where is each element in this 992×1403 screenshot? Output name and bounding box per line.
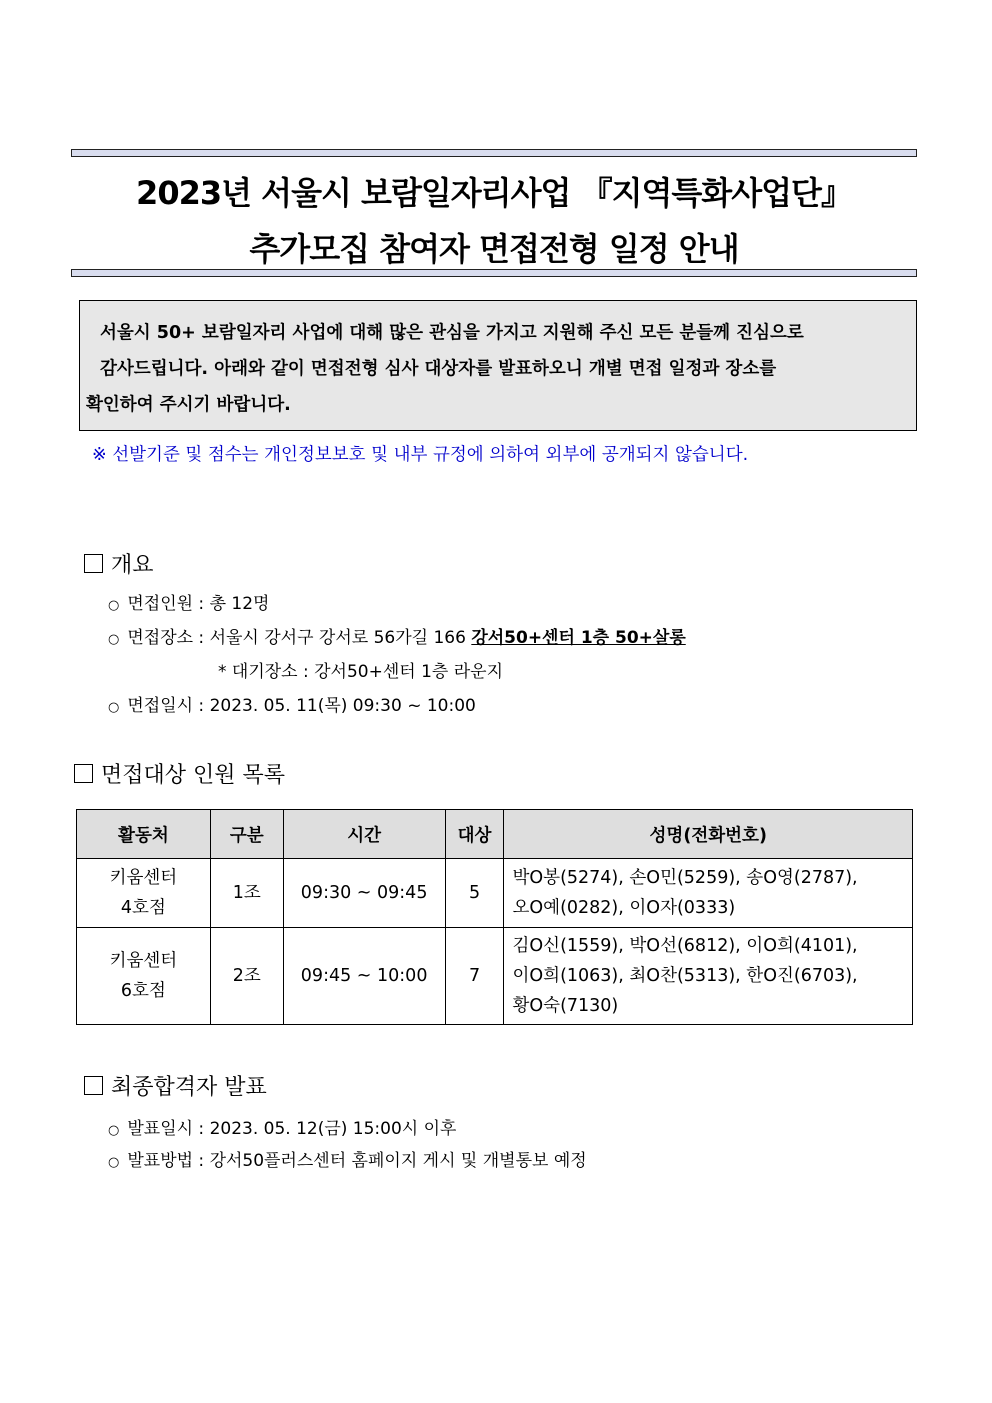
intro-line2: 감사드립니다. 아래와 같이 면접전형 심사 대상자를 발표하오니 개별 면접 일정과 장소를 — [100, 359, 777, 379]
section-roster-title: 면접대상 인원 목록 — [101, 763, 286, 788]
waiting-place: * 대기장소 : 강서50+센터 1층 라운지 — [218, 662, 504, 682]
table-row — [77, 928, 913, 1025]
cell-count: 5 — [445, 859, 504, 928]
col-header-time: 시간 — [283, 810, 445, 859]
cell-time: 09:45 ~ 10:00 — [283, 928, 445, 1025]
col-header-place: 활동처 — [77, 810, 211, 859]
roster-table — [76, 809, 913, 1025]
announcement-date-text: 발표일시 : 2023. 05. 12(금) 15:00시 이후 — [127, 1119, 457, 1139]
announcement-date — [108, 1114, 456, 1139]
section-overview-title: 개요 — [111, 553, 154, 578]
col-header-count: 대상 — [445, 810, 504, 859]
cell-names-line2: 오O예(0282), 이O자(0333) — [512, 898, 736, 918]
cell-names-line3: 황O숙(7130) — [512, 996, 619, 1016]
cell-group: 1조 — [210, 859, 283, 928]
cell-place-line2: 4호점 — [120, 898, 166, 918]
interview-count-text: 면접인원 : 총 12명 — [127, 594, 270, 614]
page-title-line2: 추가모집 참여자 면접전형 일정 안내 — [249, 230, 739, 268]
checkbox-square-icon — [84, 1076, 103, 1095]
bullet-circle-icon: ○ — [108, 1123, 120, 1138]
section-roster-heading — [74, 758, 285, 789]
bullet-circle-icon: ○ — [108, 700, 120, 715]
cell-group: 2조 — [210, 928, 283, 1025]
interview-date-text: 면접일시 : 2023. 05. 11(목) 09:30 ~ 10:00 — [127, 696, 476, 716]
bullet-circle-icon: ○ — [108, 1155, 120, 1170]
interview-place-emphasis: 강서50+센터 1층 50+살롱 — [471, 628, 686, 648]
cell-count: 7 — [445, 928, 504, 1025]
cell-place — [77, 928, 211, 1025]
cell-names — [504, 859, 913, 928]
cell-names-line2: 이O희(1063), 최O찬(5313), 한O진(6703), — [512, 966, 858, 986]
cell-names-line1: 박O봉(5274), 손O민(5259), 송O영(2787), — [512, 868, 858, 888]
title-top-rule — [71, 149, 917, 157]
checkbox-square-icon — [74, 764, 93, 783]
table-header-row — [77, 810, 913, 859]
interview-count — [108, 589, 269, 614]
cell-place-line1: 키움센터 — [109, 868, 178, 888]
cell-place — [77, 859, 211, 928]
title-bottom-rule — [71, 269, 917, 277]
table-row — [77, 859, 913, 928]
cell-names-line1: 김O신(1559), 박O선(6812), 이O희(4101), — [512, 936, 858, 956]
cell-place-line2: 6호점 — [120, 981, 166, 1001]
col-header-names: 성명(전화번호) — [504, 810, 913, 859]
intro-box — [79, 300, 917, 431]
cell-time: 09:30 ~ 09:45 — [283, 859, 445, 928]
checkbox-square-icon — [84, 554, 103, 573]
col-header-group: 구분 — [210, 810, 283, 859]
bullet-circle-icon: ○ — [108, 598, 120, 613]
bullet-circle-icon: ○ — [108, 632, 120, 647]
announcement-method — [108, 1146, 587, 1171]
announcement-method-text: 발표방법 : 강서50플러스센터 홈페이지 게시 및 개별통보 예정 — [127, 1151, 587, 1171]
intro-line3: 확인하여 주시기 바랍니다. — [86, 395, 291, 415]
interview-date — [108, 691, 476, 716]
interview-place-text: 면접장소 : 서울시 강서구 강서로 56가길 166 — [127, 628, 472, 648]
cell-place-line1: 키움센터 — [109, 951, 178, 971]
cell-names — [504, 928, 913, 1025]
intro-line1: 서울시 50+ 보람일자리 사업에 대해 많은 관심을 가지고 지원해 주신 모든 분들께 진심으로 — [100, 323, 804, 343]
section-overview-heading — [84, 548, 154, 579]
section-final-heading — [84, 1070, 267, 1101]
interview-place — [108, 623, 686, 648]
section-final-title: 최종합격자 발표 — [111, 1075, 267, 1100]
page-title-line1: 2023년 서울시 보람일자리사업 『지역특화사업단』 — [136, 174, 852, 212]
privacy-notice: ※ 선발기준 및 점수는 개인정보보호 및 내부 규정에 의하여 외부에 공개되지 않습니다. — [92, 445, 749, 465]
